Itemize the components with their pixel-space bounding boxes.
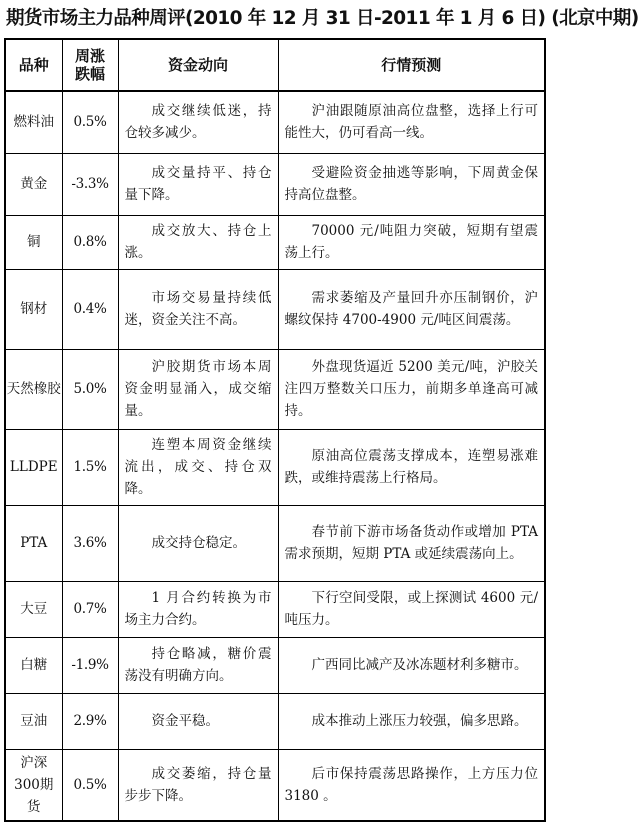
row-fund: 1 月合约转换为市场主力合约。 (124, 590, 272, 628)
table-row (5, 349, 545, 429)
table-row (5, 91, 545, 153)
row-forecast: 原油高位震荡支撑成本，连塑易涨难跌，或维持震荡上行格局。 (284, 448, 538, 486)
row-name: 沪深300期货 (5, 749, 62, 821)
row-name: 黄金 (5, 153, 62, 215)
row-forecast: 成本推动上涨压力较强，偏多思路。 (311, 713, 528, 729)
header-change-line1: 周涨 (74, 47, 105, 65)
row-fund: 沪胶期货市场本周资金明显涌入，成交缩量。 (124, 359, 272, 419)
row-fund: 持仓略减，糖价震荡没有明确方向。 (124, 646, 272, 684)
row-fund: 成交放大、持仓上涨。 (124, 223, 272, 261)
row-forecast: 春节前下游市场备货动作或增加 PTA 需求预期，短期 PTA 或延续震荡向上。 (284, 524, 538, 562)
row-change: -3.3% (62, 153, 118, 215)
row-change: -1.9% (62, 637, 118, 693)
row-name: LLDPE (5, 429, 62, 505)
table-row (5, 269, 545, 349)
table-row (5, 215, 545, 269)
row-name: 豆油 (5, 693, 62, 749)
row-fund: 成交量持平、持仓量下降。 (124, 165, 272, 203)
table-row (5, 749, 545, 821)
table-row (5, 153, 545, 215)
header-fund: 资金动向 (118, 39, 278, 91)
row-fund: 成交持仓稳定。 (151, 535, 246, 551)
row-forecast: 需求萎缩及产量回升亦压制钢价，沪螺纹保持 4700-4900 元/吨区间震荡。 (284, 290, 538, 328)
row-change: 3.6% (62, 505, 118, 581)
row-change: 1.5% (62, 429, 118, 505)
row-name: PTA (5, 505, 62, 581)
row-fund: 成交继续低迷，持仓较多减少。 (124, 103, 272, 142)
row-forecast: 外盘现货逼近 5200 美元/吨，沪胶关注四万整数关口压力，前期多单逢高可减持。 (284, 359, 538, 419)
row-name: 白糖 (5, 637, 62, 693)
row-change: 5.0% (62, 349, 118, 429)
header-name: 品种 (5, 39, 62, 91)
row-fund: 市场交易量持续低迷，资金关注不高。 (124, 290, 272, 328)
table-row (5, 637, 545, 693)
header-change (62, 39, 118, 91)
futures-review-table (4, 38, 546, 822)
row-fund: 资金平稳。 (151, 713, 219, 729)
row-forecast: 下行空间受限，或上探测试 4600 元/吨压力。 (284, 590, 538, 628)
row-name: 天然橡胶 (5, 349, 62, 429)
row-name: 大豆 (5, 581, 62, 637)
table-row (5, 505, 545, 581)
row-change: 0.4% (62, 269, 118, 349)
header-change-line2: 跌幅 (74, 65, 105, 83)
table-row (5, 429, 545, 505)
row-name: 铜 (5, 215, 62, 269)
table-row (5, 693, 545, 749)
row-forecast: 受避险资金抽逃等影响，下周黄金保持高位盘整。 (284, 165, 538, 203)
row-change: 0.8% (62, 215, 118, 269)
row-name: 钢材 (5, 269, 62, 349)
row-forecast: 70000 元/吨阻力突破，短期有望震荡上行。 (284, 223, 538, 261)
row-forecast: 广西同比减产及冰冻题材利多糖市。 (311, 657, 528, 673)
row-fund: 连塑本周资金继续流出，成交、持仓双降。 (124, 437, 272, 497)
row-change: 0.5% (62, 91, 118, 153)
row-change: 0.5% (62, 749, 118, 821)
row-change: 0.7% (62, 581, 118, 637)
table-row (5, 581, 545, 637)
row-fund: 成交萎缩，持仓量步步下降。 (124, 765, 272, 804)
row-name: 燃料油 (5, 91, 62, 153)
row-forecast: 沪油跟随原油高位盘整，选择上行可能性大，仍可看高一线。 (284, 103, 538, 142)
header-forecast: 行情预测 (278, 39, 545, 91)
row-change: 2.9% (62, 693, 118, 749)
row-forecast: 后市保持震荡思路操作，上方压力位 3180 。 (284, 765, 538, 804)
page-title: 期货市场主力品种周评(2010 年 12 月 31 日-2011 年 1 月 6 日) (北京中期) (6, 8, 639, 29)
table-header-row (5, 39, 545, 91)
